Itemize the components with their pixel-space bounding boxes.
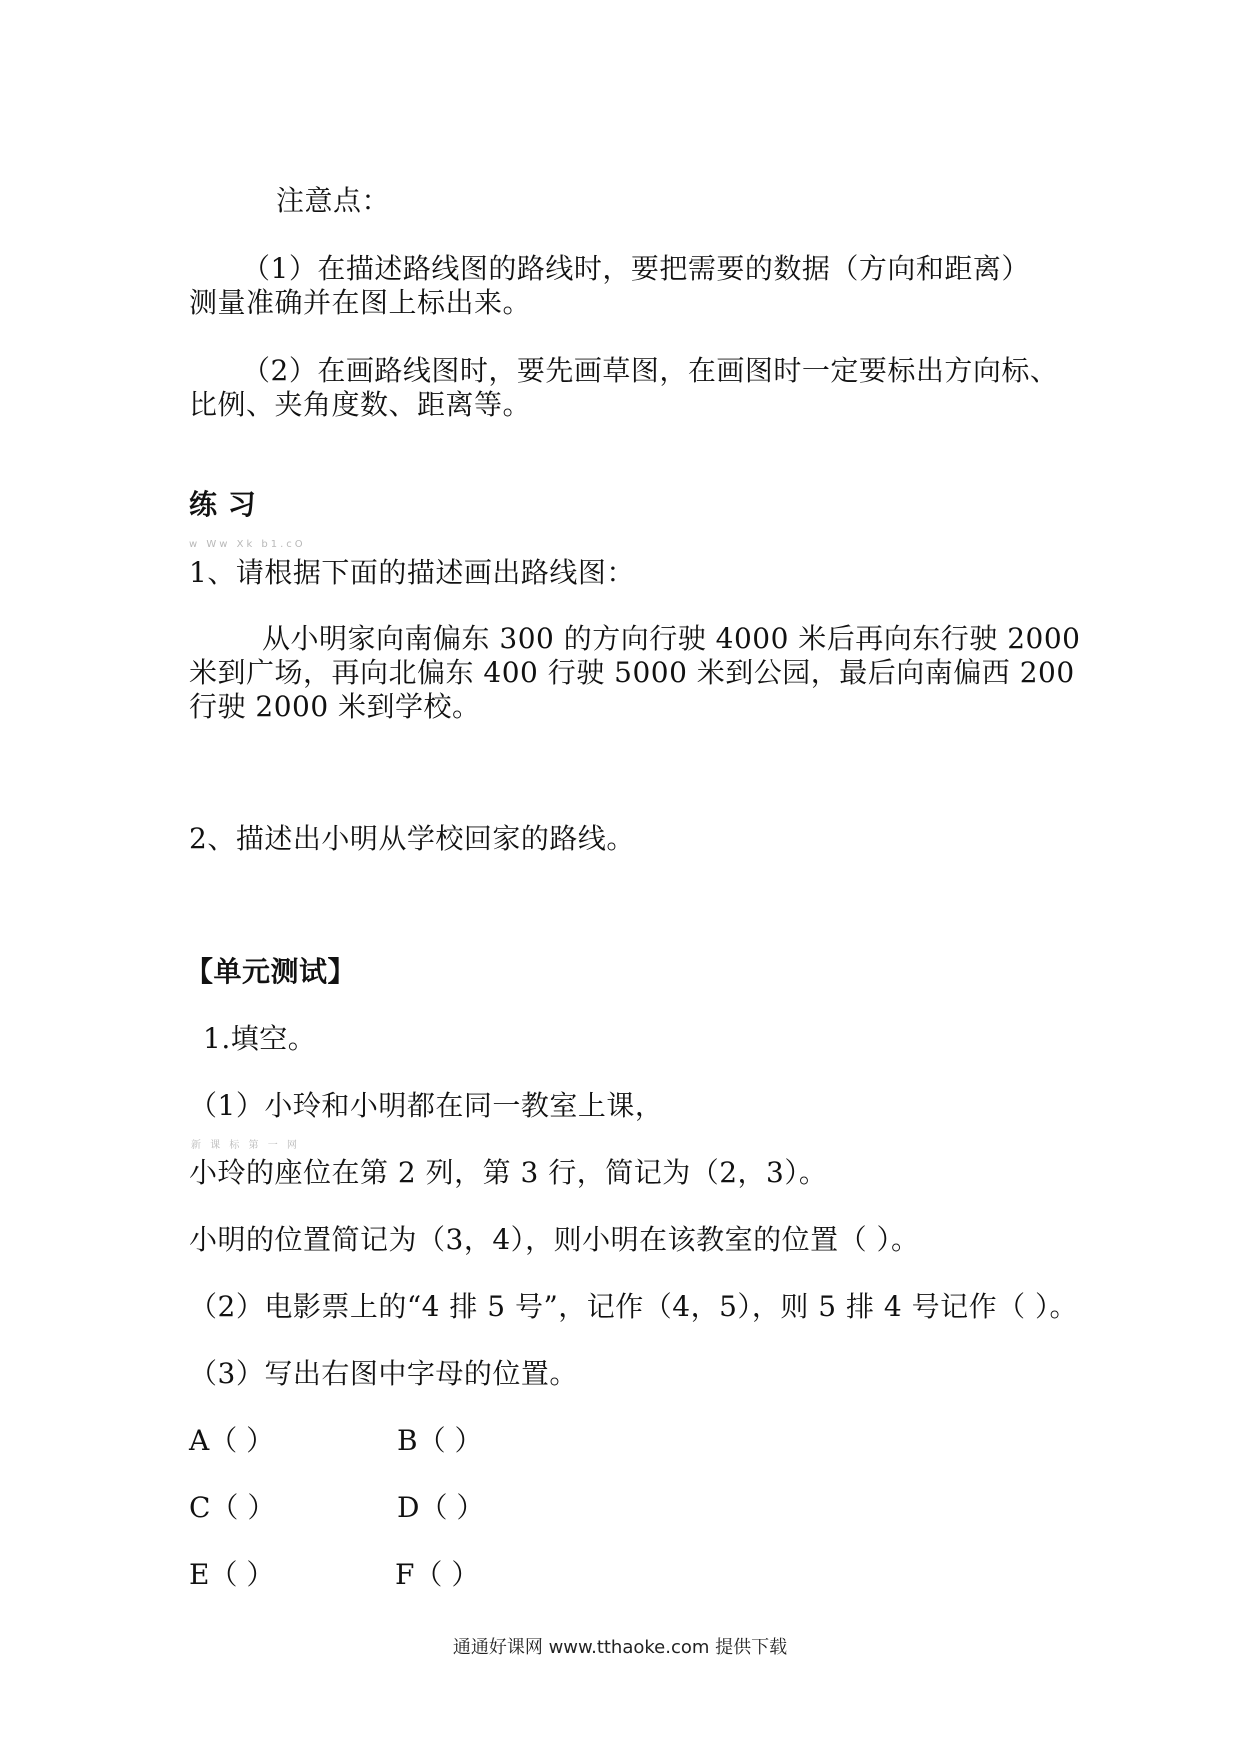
answer-blank-a: A（ ） (189, 1424, 275, 1457)
test-problem-1-line-3: 小明的位置简记为（3，4），则小明在该教室的位置（ ）。 (189, 1223, 920, 1256)
practice-question-1-line-3: 行驶 2000 米到学校。 (189, 690, 481, 723)
page-footer: 通通好课网 www.tthaoke.com 提供下载 (452, 1637, 788, 1658)
test-problem-1-line-2: 小玲的座位在第 2 列，第 3 行，简记为（2，3）。 (189, 1156, 828, 1189)
test-problem-2: （2）电影票上的“4 排 5 号”，记作（4，5），则 5 排 4 号记作（ ）。 (189, 1290, 1079, 1323)
answer-blank-c: C（ ） (189, 1491, 276, 1524)
practice-question-2: 2、描述出小明从学校回家的路线。 (189, 822, 635, 855)
practice-question-1: 1、请根据下面的描述画出路线图： (189, 556, 635, 589)
test-problem-3: （3）写出右图中字母的位置。 (189, 1357, 578, 1390)
watermark-text-2: 新 课 标 第 一 网 (191, 1140, 300, 1151)
answer-blank-f: F（ ） (395, 1558, 480, 1591)
note-item-1-line-1: （1）在描述路线图的路线时，要把需要的数据（方向和距离） (242, 252, 1030, 285)
note-item-2-line-1: （2）在画路线图时，要先画草图，在画图时一定要标出方向标、 (242, 354, 1059, 387)
note-item-1-line-2: 测量准确并在图上标出来。 (189, 286, 532, 319)
answer-blank-d: D（ ） (397, 1491, 485, 1524)
practice-heading: 练 习 (189, 488, 257, 521)
note-item-2-line-2: 比例、夹角度数、距离等。 (189, 388, 532, 421)
watermark-text: w Ww Xk b1.cO (189, 539, 306, 550)
fill-blank-heading: 1.填空。 (203, 1022, 317, 1055)
practice-question-1-line-2: 米到广场，再向北偏东 400 行驶 5000 米到公园，最后向南偏西 200 (189, 656, 1075, 689)
test-problem-1-line-1: （1）小玲和小明都在同一教室上课， (189, 1089, 664, 1122)
practice-question-1-line-1: 从小明家向南偏东 300 的方向行驶 4000 米后再向东行驶 2000 (262, 622, 1081, 655)
notes-heading: 注意点： (276, 184, 391, 217)
answer-blank-b: B（ ） (397, 1424, 483, 1457)
unit-test-heading: 【单元测试】 (185, 955, 357, 988)
answer-blank-e: E（ ） (189, 1558, 275, 1591)
